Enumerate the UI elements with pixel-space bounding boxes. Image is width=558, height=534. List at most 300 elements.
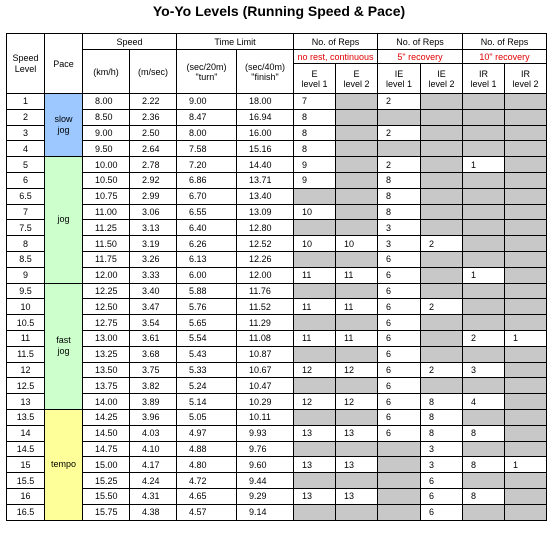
- reps-ie2-cell: [421, 172, 463, 188]
- time-finish-cell: 9.76: [237, 441, 294, 457]
- time-finish-cell: 12.80: [237, 220, 294, 236]
- time-finish-cell: 9.60: [237, 457, 294, 473]
- speed-ms-cell: 3.13: [130, 220, 177, 236]
- time-turn-cell: 7.58: [177, 141, 237, 157]
- header-pace: Pace: [45, 34, 83, 94]
- speed-ms-cell: 3.26: [130, 251, 177, 267]
- reps-ie1-cell: 3: [378, 220, 421, 236]
- reps-ir2-cell: [505, 236, 547, 252]
- reps-e1-cell: [294, 409, 336, 425]
- speed-level-cell: 11.5: [7, 346, 45, 362]
- table-row: [7, 299, 547, 315]
- speed-level-cell: 10.5: [7, 315, 45, 331]
- speed-kmh-cell: 15.50: [83, 488, 130, 504]
- reps-e2-cell: [336, 188, 378, 204]
- speed-ms-cell: 3.06: [130, 204, 177, 220]
- table-row: [7, 330, 547, 346]
- reps-ir1-cell: 2: [463, 330, 505, 346]
- table-row: [7, 141, 547, 157]
- table-row: [7, 488, 547, 504]
- reps-e1-cell: 13: [294, 488, 336, 504]
- pace-cell: [45, 283, 83, 409]
- reps-ie2-cell: 3: [421, 441, 463, 457]
- reps-ie2-cell: [421, 94, 463, 110]
- time-turn-cell: 4.57: [177, 504, 237, 520]
- reps-e1-cell: 11: [294, 330, 336, 346]
- pace-label: slow: [54, 114, 73, 125]
- reps-e1-cell: 8: [294, 125, 336, 141]
- reps-ir1-cell: [463, 141, 505, 157]
- speed-kmh-cell: 10.50: [83, 172, 130, 188]
- reps-e2-cell: 12: [336, 362, 378, 378]
- header-ie2-level: level 2: [428, 78, 455, 89]
- speed-level-cell: 16: [7, 488, 45, 504]
- reps-ie1-cell: [378, 457, 421, 473]
- time-turn-cell: 6.26: [177, 236, 237, 252]
- time-turn-cell: 5.14: [177, 394, 237, 410]
- reps-ie1-cell: 8: [378, 172, 421, 188]
- reps-e2-cell: [336, 441, 378, 457]
- speed-level-cell: 13.5: [7, 409, 45, 425]
- header-speed-level-label: Speed Level: [12, 52, 39, 74]
- reps-e1-cell: [294, 504, 336, 520]
- reps-e2-cell: [336, 378, 378, 394]
- table-row: [7, 504, 547, 520]
- reps-ir1-cell: [463, 473, 505, 489]
- speed-kmh-cell: 8.50: [83, 109, 130, 125]
- speed-ms-cell: 2.50: [130, 125, 177, 141]
- reps-ie2-cell: 8: [421, 425, 463, 441]
- reps-ir1-cell: 8: [463, 457, 505, 473]
- reps-e2-cell: [336, 125, 378, 141]
- reps-ir2-cell: [505, 315, 547, 331]
- reps-ie2-cell: [421, 157, 463, 173]
- reps-ir1-cell: [463, 315, 505, 331]
- time-finish-cell: 10.47: [237, 378, 294, 394]
- speed-ms-cell: 3.54: [130, 315, 177, 331]
- speed-kmh-cell: 10.00: [83, 157, 130, 173]
- reps-ie2-cell: 2: [421, 299, 463, 315]
- speed-kmh-cell: 11.50: [83, 236, 130, 252]
- speed-kmh-cell: 15.25: [83, 473, 130, 489]
- reps-e1-cell: [294, 473, 336, 489]
- reps-ir2-cell: [505, 172, 547, 188]
- time-finish-cell: 11.29: [237, 315, 294, 331]
- speed-kmh-cell: 13.50: [83, 362, 130, 378]
- reps-ie1-cell: 3: [378, 236, 421, 252]
- time-turn-cell: 4.80: [177, 457, 237, 473]
- reps-ir2-cell: [505, 141, 547, 157]
- table-row: [7, 220, 547, 236]
- speed-level-cell: 14: [7, 425, 45, 441]
- header-ms: (m/sec): [130, 50, 177, 94]
- time-finish-cell: 11.08: [237, 330, 294, 346]
- reps-e2-cell: [336, 157, 378, 173]
- table-row: [7, 236, 547, 252]
- time-finish-cell: 9.29: [237, 488, 294, 504]
- reps-ir1-cell: 3: [463, 362, 505, 378]
- reps-e2-cell: [336, 172, 378, 188]
- reps-ir2-cell: [505, 157, 547, 173]
- speed-kmh-cell: 9.50: [83, 141, 130, 157]
- reps-ir1-cell: [463, 94, 505, 110]
- table-row: [7, 346, 547, 362]
- time-turn-cell: 5.65: [177, 315, 237, 331]
- time-finish-cell: 10.87: [237, 346, 294, 362]
- table-row: [7, 204, 547, 220]
- speed-kmh-cell: 14.25: [83, 409, 130, 425]
- table-row: [7, 362, 547, 378]
- reps-e1-cell: 10: [294, 236, 336, 252]
- reps-ie2-cell: [421, 141, 463, 157]
- time-turn-cell: 6.86: [177, 172, 237, 188]
- speed-kmh-cell: 12.75: [83, 315, 130, 331]
- reps-e1-cell: [294, 188, 336, 204]
- reps-e1-cell: [294, 315, 336, 331]
- reps-ie2-cell: [421, 204, 463, 220]
- reps-ir2-cell: [505, 283, 547, 299]
- reps-ie1-cell: 8: [378, 188, 421, 204]
- time-turn-cell: 8.47: [177, 109, 237, 125]
- speed-kmh-cell: 11.75: [83, 251, 130, 267]
- reps-ir1-cell: [463, 378, 505, 394]
- reps-e1-cell: 9: [294, 172, 336, 188]
- speed-kmh-cell: 8.00: [83, 94, 130, 110]
- table-row: [7, 109, 547, 125]
- speed-ms-cell: 2.78: [130, 157, 177, 173]
- speed-ms-cell: 2.64: [130, 141, 177, 157]
- reps-e1-cell: 11: [294, 267, 336, 283]
- reps-ir2-cell: [505, 362, 547, 378]
- header-speed-level: [7, 34, 45, 94]
- reps-ir1-cell: [463, 251, 505, 267]
- time-finish-cell: 13.71: [237, 172, 294, 188]
- pace-cell: [45, 157, 83, 283]
- reps-ir2-cell: [505, 409, 547, 425]
- time-turn-cell: 5.24: [177, 378, 237, 394]
- time-finish-cell: 10.29: [237, 394, 294, 410]
- speed-level-cell: 8.5: [7, 251, 45, 267]
- table-row: [7, 425, 547, 441]
- reps-ie2-cell: 2: [421, 236, 463, 252]
- reps-e2-cell: 11: [336, 299, 378, 315]
- table-row: [7, 188, 547, 204]
- pace-label: jog: [57, 346, 70, 357]
- header-reps-ie: No. of Reps: [378, 34, 463, 50]
- reps-e1-cell: 12: [294, 362, 336, 378]
- time-finish-cell: 9.14: [237, 504, 294, 520]
- reps-ir1-cell: [463, 299, 505, 315]
- speed-kmh-cell: 10.75: [83, 188, 130, 204]
- reps-e1-cell: 11: [294, 299, 336, 315]
- reps-ie1-cell: 2: [378, 125, 421, 141]
- speed-ms-cell: 2.92: [130, 172, 177, 188]
- header-reps-ir: No. of Reps: [463, 34, 547, 50]
- table-row: [7, 441, 547, 457]
- reps-e2-cell: [336, 346, 378, 362]
- reps-ie2-cell: [421, 188, 463, 204]
- reps-ie2-cell: [421, 220, 463, 236]
- reps-ie1-cell: 8: [378, 204, 421, 220]
- time-turn-cell: 9.00: [177, 94, 237, 110]
- reps-e1-cell: 13: [294, 425, 336, 441]
- reps-ie1-cell: 6: [378, 378, 421, 394]
- note-no-rest: no rest, continuous: [294, 50, 378, 64]
- time-finish-cell: 16.00: [237, 125, 294, 141]
- reps-ie1-cell: 6: [378, 315, 421, 331]
- reps-ir1-cell: [463, 283, 505, 299]
- reps-ir2-cell: [505, 204, 547, 220]
- speed-level-cell: 12.5: [7, 378, 45, 394]
- header-ie2-code: IE: [437, 68, 446, 79]
- reps-ir1-cell: [463, 188, 505, 204]
- table-row: [7, 394, 547, 410]
- speed-level-cell: 8: [7, 236, 45, 252]
- reps-ie1-cell: 2: [378, 157, 421, 173]
- reps-e2-cell: [336, 141, 378, 157]
- speed-kmh-cell: 11.00: [83, 204, 130, 220]
- header-ir2-code: IR: [521, 68, 530, 79]
- reps-e2-cell: [336, 204, 378, 220]
- reps-ir1-cell: 8: [463, 488, 505, 504]
- time-finish-cell: 18.00: [237, 94, 294, 110]
- reps-ie1-cell: 6: [378, 409, 421, 425]
- time-turn-cell: 6.00: [177, 267, 237, 283]
- speed-level-cell: 1: [7, 94, 45, 110]
- speed-ms-cell: 4.24: [130, 473, 177, 489]
- speed-level-cell: 10: [7, 299, 45, 315]
- table-body: [7, 94, 547, 521]
- reps-e2-cell: [336, 504, 378, 520]
- reps-e1-cell: [294, 220, 336, 236]
- reps-ir2-cell: [505, 125, 547, 141]
- time-turn-cell: 4.72: [177, 473, 237, 489]
- reps-e2-cell: 11: [336, 330, 378, 346]
- table-row: [7, 409, 547, 425]
- speed-level-cell: 9.5: [7, 283, 45, 299]
- time-turn-cell: 6.70: [177, 188, 237, 204]
- header-e2-level: level 2: [343, 78, 370, 89]
- pace-label: fast: [56, 335, 71, 346]
- speed-level-cell: 3: [7, 125, 45, 141]
- time-turn-cell: 5.54: [177, 330, 237, 346]
- reps-ie1-cell: 6: [378, 394, 421, 410]
- header-ie1-level: level 1: [385, 78, 412, 89]
- reps-ir2-cell: [505, 109, 547, 125]
- reps-ir2-cell: [505, 378, 547, 394]
- table-row: [7, 157, 547, 173]
- speed-ms-cell: 3.82: [130, 378, 177, 394]
- table-row: [7, 378, 547, 394]
- reps-ie2-cell: 8: [421, 409, 463, 425]
- reps-e1-cell: 7: [294, 94, 336, 110]
- header-e-level-1: [294, 64, 336, 94]
- reps-e2-cell: [336, 220, 378, 236]
- reps-e1-cell: 8: [294, 109, 336, 125]
- time-finish-cell: 12.52: [237, 236, 294, 252]
- header-turn: [177, 50, 237, 94]
- header-ir1-code: IR: [479, 68, 488, 79]
- speed-kmh-cell: 13.75: [83, 378, 130, 394]
- time-turn-cell: 6.13: [177, 251, 237, 267]
- reps-e1-cell: [294, 251, 336, 267]
- reps-ie2-cell: [421, 378, 463, 394]
- reps-ie1-cell: [378, 504, 421, 520]
- reps-ir1-cell: [463, 236, 505, 252]
- reps-e2-cell: 13: [336, 425, 378, 441]
- reps-ir1-cell: [463, 346, 505, 362]
- speed-level-cell: 11: [7, 330, 45, 346]
- table-row: [7, 172, 547, 188]
- pace-label: jog: [57, 125, 70, 136]
- pace-cell: [45, 409, 83, 520]
- reps-e2-cell: 11: [336, 267, 378, 283]
- reps-ie2-cell: [421, 251, 463, 267]
- reps-e1-cell: 13: [294, 457, 336, 473]
- header-finish-label: "finish": [251, 71, 279, 82]
- time-finish-cell: 10.67: [237, 362, 294, 378]
- speed-kmh-cell: 12.00: [83, 267, 130, 283]
- reps-e2-cell: [336, 283, 378, 299]
- speed-level-cell: 15.5: [7, 473, 45, 489]
- speed-kmh-cell: 12.50: [83, 299, 130, 315]
- table-row: [7, 125, 547, 141]
- speed-level-cell: 9: [7, 267, 45, 283]
- reps-ie1-cell: [378, 109, 421, 125]
- pace-label: jog: [57, 214, 70, 225]
- time-turn-cell: 7.20: [177, 157, 237, 173]
- speed-level-cell: 5: [7, 157, 45, 173]
- reps-ie2-cell: [421, 330, 463, 346]
- speed-ms-cell: 3.68: [130, 346, 177, 362]
- header-e1-code: E: [311, 68, 318, 79]
- speed-kmh-cell: 11.25: [83, 220, 130, 236]
- reps-ie1-cell: [378, 473, 421, 489]
- speed-kmh-cell: 13.00: [83, 330, 130, 346]
- header-kmh: (km/h): [83, 50, 130, 94]
- speed-ms-cell: 3.47: [130, 299, 177, 315]
- reps-ie2-cell: 6: [421, 504, 463, 520]
- reps-ir2-cell: [505, 94, 547, 110]
- time-turn-cell: 6.55: [177, 204, 237, 220]
- reps-ie1-cell: [378, 141, 421, 157]
- time-turn-cell: 4.65: [177, 488, 237, 504]
- reps-ir2-cell: [505, 220, 547, 236]
- time-finish-cell: 9.44: [237, 473, 294, 489]
- time-turn-cell: 5.76: [177, 299, 237, 315]
- reps-ir2-cell: [505, 394, 547, 410]
- reps-ir1-cell: [463, 125, 505, 141]
- speed-ms-cell: 3.33: [130, 267, 177, 283]
- time-turn-cell: 5.43: [177, 346, 237, 362]
- time-turn-cell: 4.97: [177, 425, 237, 441]
- reps-e2-cell: [336, 473, 378, 489]
- reps-ir2-cell: [505, 488, 547, 504]
- speed-level-cell: 16.5: [7, 504, 45, 520]
- reps-ie2-cell: 2: [421, 362, 463, 378]
- pace-label: tempo: [50, 459, 76, 470]
- speed-kmh-cell: 13.25: [83, 346, 130, 362]
- speed-ms-cell: 3.40: [130, 283, 177, 299]
- reps-ir1-cell: [463, 409, 505, 425]
- reps-ie2-cell: [421, 267, 463, 283]
- reps-ir2-cell: [505, 251, 547, 267]
- time-finish-cell: 11.52: [237, 299, 294, 315]
- speed-kmh-cell: 15.00: [83, 457, 130, 473]
- page-title: Yo-Yo Levels (Running Speed & Pace): [152, 3, 406, 19]
- time-finish-cell: 12.00: [237, 267, 294, 283]
- header-ir-level-1: [463, 64, 505, 94]
- speed-ms-cell: 3.61: [130, 330, 177, 346]
- reps-ir2-cell: [505, 188, 547, 204]
- reps-ie1-cell: 2: [378, 94, 421, 110]
- reps-e1-cell: 12: [294, 394, 336, 410]
- reps-ie1-cell: [378, 488, 421, 504]
- reps-ie1-cell: 6: [378, 267, 421, 283]
- reps-ir1-cell: [463, 109, 505, 125]
- reps-ir1-cell: [463, 504, 505, 520]
- reps-ie2-cell: [421, 315, 463, 331]
- time-finish-cell: 11.76: [237, 283, 294, 299]
- speed-level-cell: 4: [7, 141, 45, 157]
- time-finish-cell: 14.40: [237, 157, 294, 173]
- reps-ir1-cell: [463, 441, 505, 457]
- header-finish: [237, 50, 294, 94]
- reps-ir2-cell: 1: [505, 330, 547, 346]
- speed-ms-cell: 2.36: [130, 109, 177, 125]
- reps-ie1-cell: 6: [378, 330, 421, 346]
- speed-ms-cell: 2.22: [130, 94, 177, 110]
- speed-level-cell: 7.5: [7, 220, 45, 236]
- speed-kmh-cell: 14.00: [83, 394, 130, 410]
- speed-ms-cell: 4.17: [130, 457, 177, 473]
- header-time-limit: Time Limit: [177, 34, 294, 50]
- header-turn-label: "turn": [195, 71, 218, 82]
- reps-ie2-cell: 3: [421, 457, 463, 473]
- header-ir-level-2: [505, 64, 547, 94]
- speed-ms-cell: 3.75: [130, 362, 177, 378]
- reps-ie2-cell: 8: [421, 394, 463, 410]
- reps-ie2-cell: [421, 125, 463, 141]
- speed-ms-cell: 2.99: [130, 188, 177, 204]
- reps-ir2-cell: [505, 441, 547, 457]
- speed-kmh-cell: 9.00: [83, 125, 130, 141]
- reps-e2-cell: 12: [336, 394, 378, 410]
- table-row: [7, 251, 547, 267]
- speed-kmh-cell: 12.25: [83, 283, 130, 299]
- note-10s-recovery: 10" recovery: [463, 50, 547, 64]
- time-turn-cell: 4.88: [177, 441, 237, 457]
- reps-e2-cell: [336, 409, 378, 425]
- reps-ie2-cell: 6: [421, 488, 463, 504]
- speed-level-cell: 6: [7, 172, 45, 188]
- speed-ms-cell: 4.31: [130, 488, 177, 504]
- speed-level-cell: 12: [7, 362, 45, 378]
- reps-ie1-cell: 6: [378, 425, 421, 441]
- header-turn-unit: (sec/20m): [186, 61, 227, 72]
- speed-ms-cell: 3.96: [130, 409, 177, 425]
- speed-kmh-cell: 14.75: [83, 441, 130, 457]
- reps-e1-cell: 10: [294, 204, 336, 220]
- reps-ir1-cell: [463, 204, 505, 220]
- reps-ie1-cell: 6: [378, 346, 421, 362]
- time-finish-cell: 10.11: [237, 409, 294, 425]
- table-row: [7, 267, 547, 283]
- header-ie-level-2: [421, 64, 463, 94]
- reps-e2-cell: [336, 315, 378, 331]
- time-finish-cell: 12.26: [237, 251, 294, 267]
- header-speed: Speed: [83, 34, 177, 50]
